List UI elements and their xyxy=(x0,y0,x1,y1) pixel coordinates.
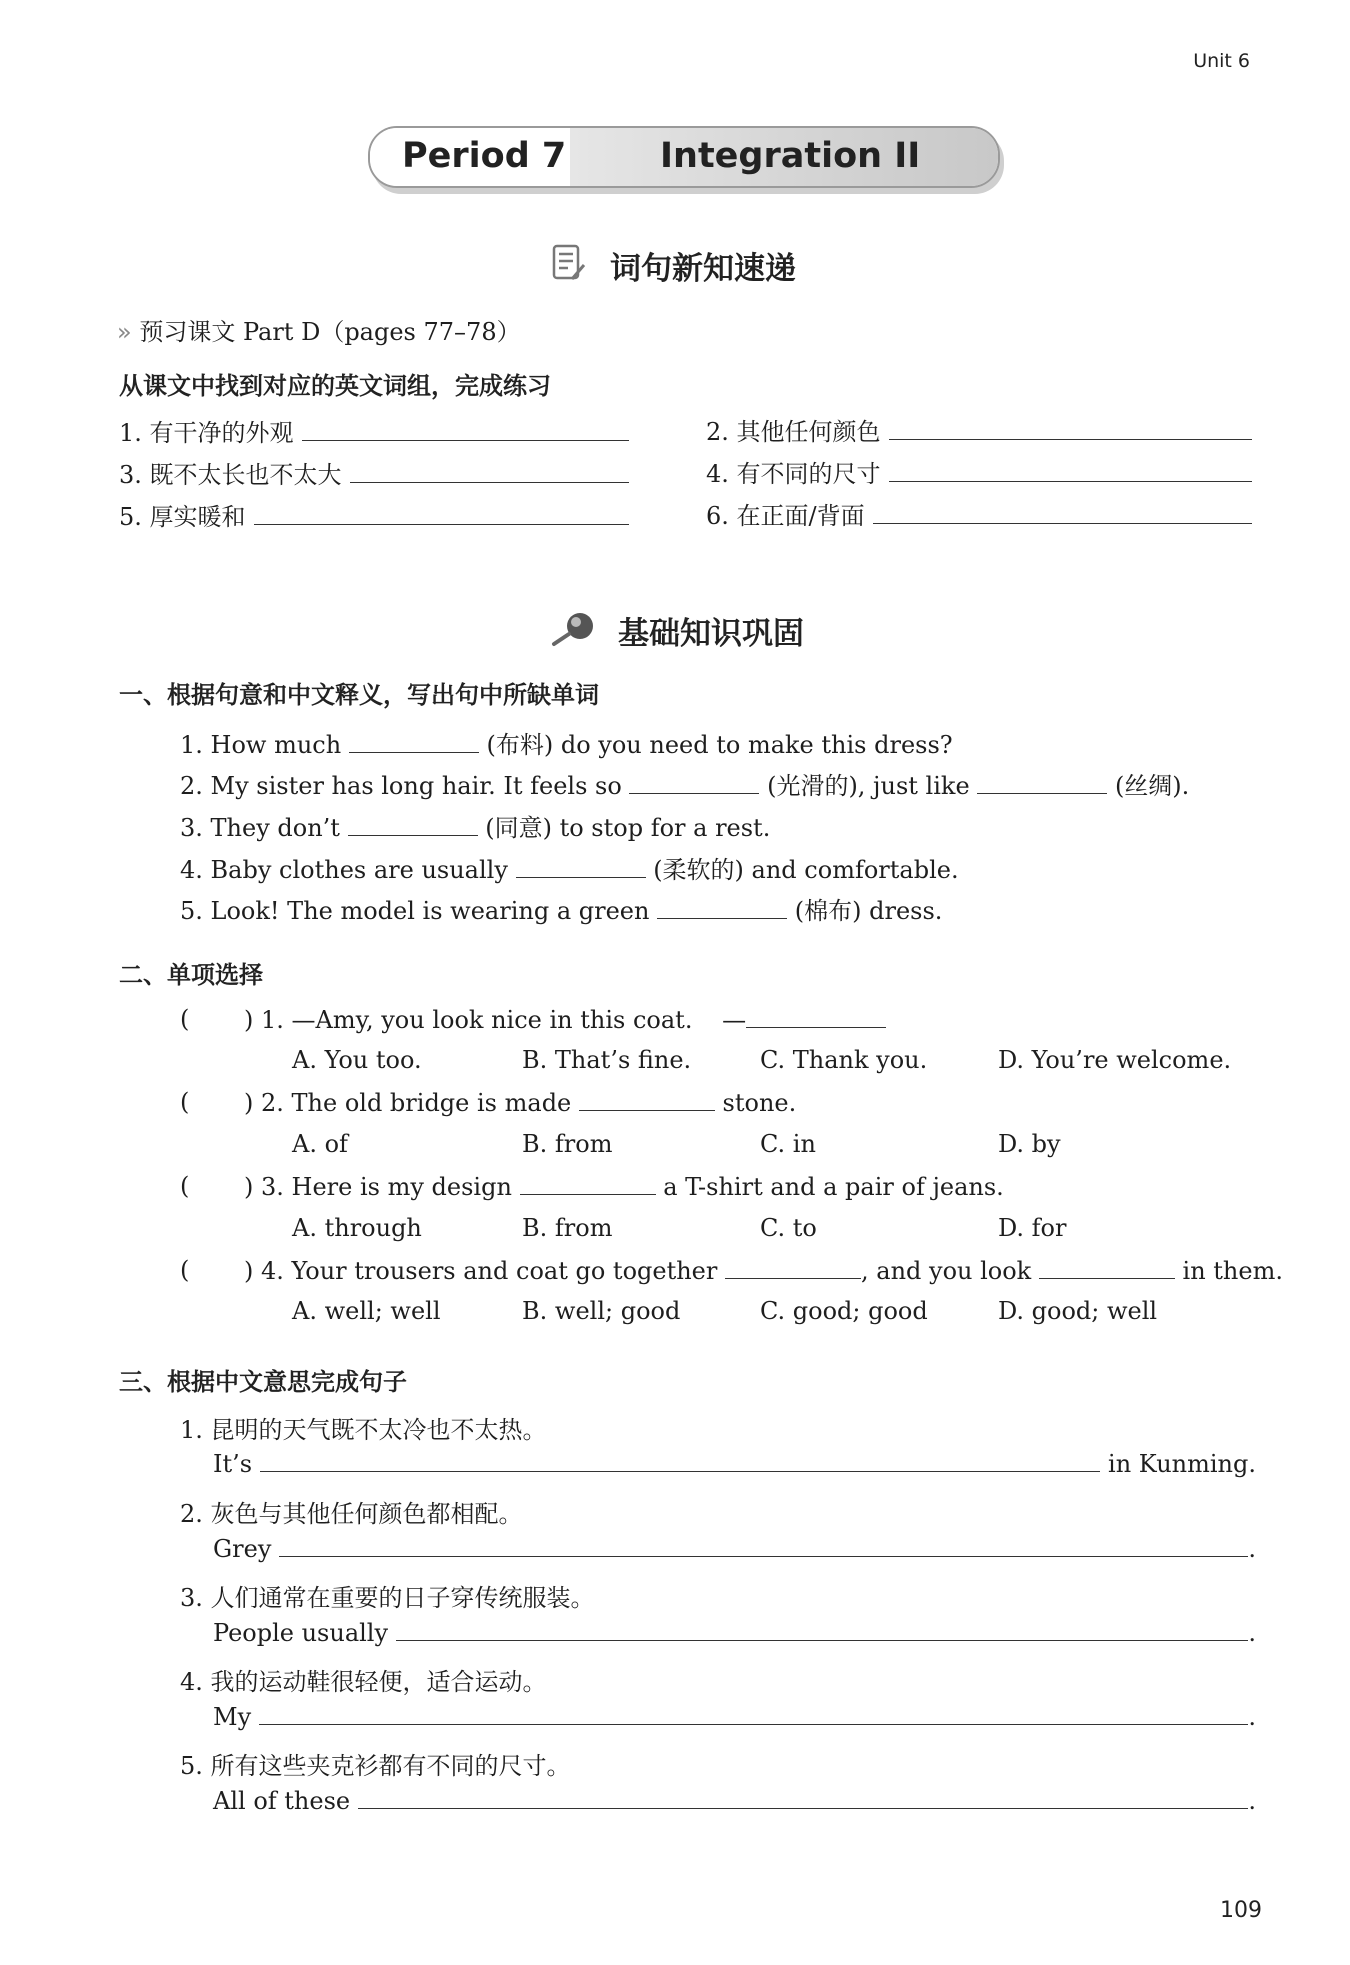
answer-blank[interactable] xyxy=(889,461,1252,482)
document-pen-icon xyxy=(550,243,588,287)
mc-option[interactable]: D. for xyxy=(998,1214,1067,1242)
period-label: Period 7 xyxy=(402,136,567,176)
unit-label: Unit 6 xyxy=(1193,50,1250,72)
mc-option[interactable]: D. by xyxy=(998,1130,1061,1158)
answer-blank[interactable] xyxy=(358,1788,1248,1809)
answer-blank[interactable] xyxy=(348,813,478,836)
answer-paren[interactable]: ( xyxy=(180,1088,190,1116)
preview-line xyxy=(117,312,521,347)
vocab-item-4: 4. 有不同的尺寸 xyxy=(706,454,1252,489)
answer-blank[interactable] xyxy=(260,1451,1100,1472)
answer-blank[interactable] xyxy=(259,1704,1248,1725)
mc-question-1: ) 1. —Amy, you look nice in this coat. — xyxy=(244,1005,886,1034)
vocab-item-3: 3. 既不太长也不太大 xyxy=(119,455,629,490)
section-title-vocab: 词句新知速递 xyxy=(610,251,796,287)
answer-blank[interactable] xyxy=(889,419,1252,440)
vocab-item-5: 5. 厚实暖和 xyxy=(119,497,629,532)
vocab-item-2: 2. 其他任何颜色 xyxy=(706,412,1252,447)
answer-blank[interactable] xyxy=(746,1005,886,1028)
answer-blank[interactable] xyxy=(350,462,629,483)
mc-question-2: ) 2. The old bridge is made stone. xyxy=(244,1089,797,1117)
answer-paren[interactable]: ( xyxy=(180,1005,190,1033)
mc-option[interactable]: C. to xyxy=(760,1214,817,1242)
vocab-item-1: 1. 有干净的外观 xyxy=(119,413,629,448)
answer-blank[interactable] xyxy=(1039,1256,1175,1279)
answer-paren[interactable]: ( xyxy=(180,1256,190,1284)
answer-blank[interactable] xyxy=(302,420,629,441)
answer-blank[interactable] xyxy=(520,1172,656,1195)
answer-blank[interactable] xyxy=(657,896,787,919)
part3-heading: 三、根据中文意思完成句子 xyxy=(119,1368,407,1396)
page-number: 109 xyxy=(1220,1898,1262,1923)
answer-blank[interactable] xyxy=(349,730,479,753)
mc-option[interactable]: A. well; well xyxy=(292,1297,441,1325)
translate-prompt-1: 1. 昆明的天气既不太冷也不太热。 xyxy=(180,1416,547,1444)
mc-question-4: ) 4. Your trousers and coat go together , and you look in them. xyxy=(244,1257,1283,1285)
translate-answer-3: People usually . xyxy=(213,1619,1256,1647)
part1-heading: 一、根据句意和中文释义，写出句中所缺单词 xyxy=(119,681,599,709)
answer-blank[interactable] xyxy=(725,1256,861,1279)
translate-answer-4: My . xyxy=(213,1703,1256,1731)
translate-answer-1: It’s in Kunming. xyxy=(213,1450,1256,1478)
section1-instruction: 从课文中找到对应的英文词组，完成练习 xyxy=(119,372,551,400)
answer-blank[interactable] xyxy=(396,1620,1248,1641)
answer-blank[interactable] xyxy=(629,771,759,794)
translate-answer-5: All of these . xyxy=(213,1787,1256,1815)
fill-question-2: 2. My sister has long hair. It feels so (光滑的), just like (丝绸). xyxy=(180,772,1190,800)
mc-option[interactable]: B. from xyxy=(522,1214,613,1242)
period-title: Integration II xyxy=(660,136,921,176)
answer-blank[interactable] xyxy=(516,855,646,878)
answer-blank[interactable] xyxy=(279,1536,1248,1557)
translate-prompt-4: 4. 我的运动鞋很轻便，适合运动。 xyxy=(180,1668,547,1696)
mc-option[interactable]: A. of xyxy=(292,1130,348,1158)
magnifier-icon xyxy=(550,608,600,652)
fill-question-4: 4. Baby clothes are usually (柔软的) and comfortable. xyxy=(180,856,959,884)
part2-heading: 二、单项选择 xyxy=(119,961,263,989)
preview-text: 预习课文 Part D（pages 77–78） xyxy=(139,318,521,346)
answer-blank[interactable] xyxy=(873,503,1252,524)
translate-prompt-3: 3. 人们通常在重要的日子穿传统服装。 xyxy=(180,1584,595,1612)
vocab-item-6: 6. 在正面/背面 xyxy=(706,496,1252,531)
mc-option[interactable]: B. from xyxy=(522,1130,613,1158)
translate-prompt-2: 2. 灰色与其他任何颜色都相配。 xyxy=(180,1500,523,1528)
period-banner xyxy=(368,126,1000,188)
fill-question-1: 1. How much (布料) do you need to make this dress? xyxy=(180,731,953,759)
section-title-basics: 基础知识巩固 xyxy=(618,616,804,652)
answer-paren[interactable]: ( xyxy=(180,1172,190,1200)
translate-answer-2: Grey . xyxy=(213,1535,1256,1563)
mc-option[interactable]: D. You’re welcome. xyxy=(998,1046,1232,1074)
fill-question-3: 3. They don’t (同意) to stop for a rest. xyxy=(180,814,771,842)
translate-prompt-5: 5. 所有这些夹克衫都有不同的尺寸。 xyxy=(180,1752,571,1780)
mc-question-3: ) 3. Here is my design a T-shirt and a pair of jeans. xyxy=(244,1173,1004,1201)
answer-blank[interactable] xyxy=(579,1088,715,1111)
mc-option[interactable]: A. You too. xyxy=(292,1046,422,1074)
mc-option[interactable]: C. in xyxy=(760,1130,816,1158)
fill-question-5: 5. Look! The model is wearing a green (棉布) dress. xyxy=(180,897,943,925)
answer-blank[interactable] xyxy=(254,504,629,525)
mc-option[interactable]: D. good; well xyxy=(998,1297,1158,1325)
answer-blank[interactable] xyxy=(977,771,1107,794)
mc-option[interactable]: B. That’s fine. xyxy=(522,1046,692,1074)
double-chevron-icon: » xyxy=(117,318,132,346)
mc-option[interactable]: C. good; good xyxy=(760,1297,928,1325)
mc-option[interactable]: A. through xyxy=(292,1214,422,1242)
mc-option[interactable]: C. Thank you. xyxy=(760,1046,928,1074)
mc-option[interactable]: B. well; good xyxy=(522,1297,681,1325)
